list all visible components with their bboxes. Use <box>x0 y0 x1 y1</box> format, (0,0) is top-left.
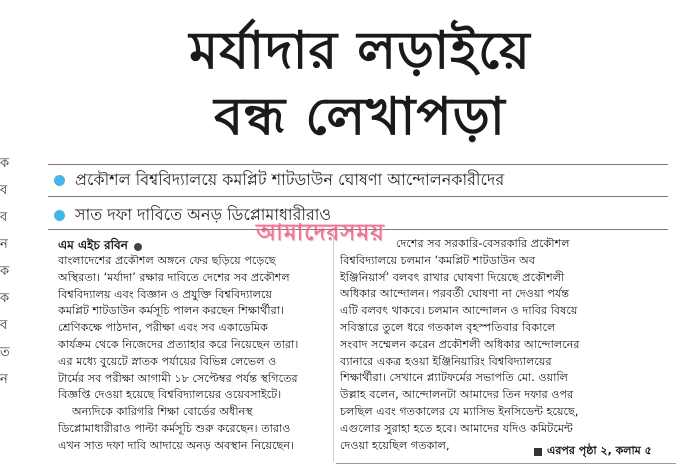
headline <box>60 18 660 150</box>
article-column-left <box>58 253 326 455</box>
bullet-icon <box>134 243 142 251</box>
square-bullet-icon <box>534 448 542 456</box>
edge-char: ন <box>0 237 8 252</box>
bullet-icon <box>54 210 65 221</box>
divider <box>48 164 668 165</box>
edge-char: ত <box>0 345 10 360</box>
edge-char: ক <box>0 264 10 279</box>
text-line: অন্যদিকে কারিগরি শিক্ষা বোর্ডের অধীনস্থ <box>72 405 253 419</box>
article-column-right <box>340 236 672 454</box>
text-line: চলছিল এবং গতকালের যে ম্যাসিভ ইনসিডেন্ট হয়েছে, <box>340 404 579 418</box>
text-line: বিশ্ববিদ্যালয়ে চলমান ‘কমপ্লিট শাটডাউন অব <box>340 253 536 267</box>
bullet-icon <box>54 175 65 186</box>
text-line: শিক্ষার্থীরা। সেখানে প্ল্যাটফর্মের সভাপতি মো. ওয়ালি <box>340 371 569 385</box>
text-line: বিজ্ঞপ্তি দেওয়া হয়েছে বিশ্ববিদ্যালয়ের ওয়েবসাইটে। <box>58 388 282 402</box>
edge-char: ক <box>0 291 10 306</box>
text-line: অস্থিরতা। ‘মর্যাদা’ রক্ষার দাবিতে দেশের সব প্রকৌশল <box>58 270 290 284</box>
text-line: সংবাদ সম্মেলন করেন প্রকৌশলী অধিকার আন্দোলনের <box>340 337 580 351</box>
divider <box>48 196 668 197</box>
text-line: এগুলোর সুরাহা হতে হবে। আমাদের যদিও কমিটমেন্ট <box>340 421 573 435</box>
subheadline-text: সাত দফা দাবিতে অনড় ডিপ্লোমাধারীরাও <box>75 205 332 224</box>
column-divider <box>333 232 334 462</box>
subheadline-1 <box>54 167 504 194</box>
text-line: ব্যানারে একত্র হওয়া ইঞ্জিনিয়ারিং বিশ্ববিদ্যালয়ের <box>340 354 552 368</box>
text-line: এখন সাত দফা দাবি আদায়ে অনড় অবস্থান নিয়েছেন। <box>58 438 295 452</box>
edge-char: ব <box>0 318 8 333</box>
watermark-logo: আমাদেরসময় <box>256 220 385 246</box>
text-line: শ্রেণিকক্ষে পাঠদান, পরীক্ষা এবং সব একাডেমিক <box>58 321 268 335</box>
text-line: কমপ্লিট শাটডাউন কর্মসূচি পালন করছেন শিক্ষার্থীরা। <box>58 304 285 318</box>
text-line: দেওয়া হয়েছিল গতকাল, <box>340 438 450 452</box>
text-line: টার্মের সব পরীক্ষা আগামী ১৮ সেপ্টেম্বর পর্যন্ত স্থগিতের <box>58 371 298 385</box>
text-line: ইঞ্জিনিয়ার্স’ বলবৎ রাখার ঘোষণা দিয়েছে প্রকৌশলী <box>340 270 565 284</box>
subheadline-text: প্রকৌশল বিশ্ববিদ্যালয়ে কমপ্লিট শাটডাউন ঘোষণা আন্দোলনকারীদের <box>75 170 505 189</box>
edge-char: ব <box>0 210 8 225</box>
continued-text: এরপর পৃষ্ঠা ২, কলাম ৫ <box>547 444 652 457</box>
headline-line-1: মর্যাদার লড়াইয়ে <box>189 20 531 81</box>
text-line: বাংলাদেশের প্রকৌশল অঙ্গনে ফের ছড়িয়ে পড়েছে <box>58 254 276 267</box>
continued-notice <box>534 442 652 461</box>
adjacent-article-edge <box>0 150 10 410</box>
text-line: এটি বলবৎ থাকবে। চলমান আন্দোলন ও দাবির বিষয়ে <box>340 304 578 318</box>
edge-char: ন <box>0 372 8 387</box>
text-line: দেশের সব সরকারি-বেসরকারি প্রকৌশল <box>396 237 570 250</box>
edge-char: ব <box>0 183 8 198</box>
edge-char: ক <box>0 156 10 171</box>
text-line: কার্যক্রম থেকে নিজেদের প্রত্যাহার করে নিয়েছেন তারা। <box>58 337 299 351</box>
text-line: সবিস্তারে তুলে ধরে গতকাল বৃহস্পতিবার বিকালে <box>340 320 556 334</box>
divider <box>336 463 676 464</box>
text-line: ডিপ্লোমাধারীরাও পাল্টা কর্মসূচি শুরু করেছেন। তারাও <box>58 421 291 435</box>
headline-line-2: বন্ধ লেখাপড়া <box>214 86 506 147</box>
author-name: এম এইচ রবিন <box>58 238 128 252</box>
text-line: উল্লাহ বলেন, আন্দোলনটা আমাদের তিন দফার ওপর <box>340 388 574 402</box>
text-line: অধিকার আন্দোলন। পরবর্তী ঘোষণা না দেওয়া পর্যন্ত <box>340 287 570 301</box>
text-line: বিশ্ববিদ্যালয় এবং বিজ্ঞান ও প্রযুক্তি বিশ্ববিদ্যালয়ে <box>58 287 273 301</box>
text-line: এর মধ্যে বুয়েটে স্নাতক পর্যায়ের বিভিন্ন লেভেল ও <box>58 354 277 368</box>
